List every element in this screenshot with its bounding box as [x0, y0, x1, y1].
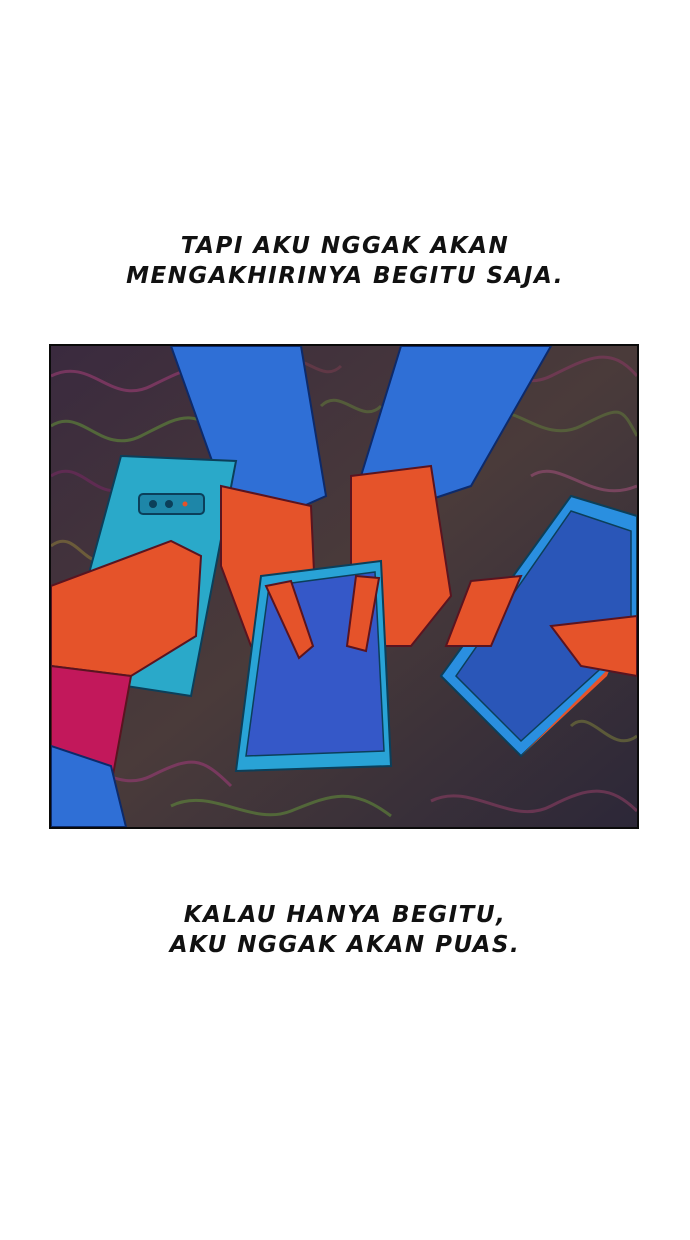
caption-top-line-1: TAPI AKU NGGAK AKAN — [180, 233, 510, 259]
caption-bottom-line-1: KALAU HANYA BEGITU, — [183, 902, 507, 928]
hands-holding-phones-art — [51, 346, 637, 827]
comic-panel-illustration — [49, 344, 639, 829]
caption-top — [0, 231, 690, 291]
caption-bottom-line-2: AKU NGGAK AKAN PUAS. — [169, 932, 521, 958]
caption-top-line-2: MENGAKHIRINYA BEGITU SAJA. — [126, 263, 564, 289]
caption-bottom — [0, 900, 690, 960]
